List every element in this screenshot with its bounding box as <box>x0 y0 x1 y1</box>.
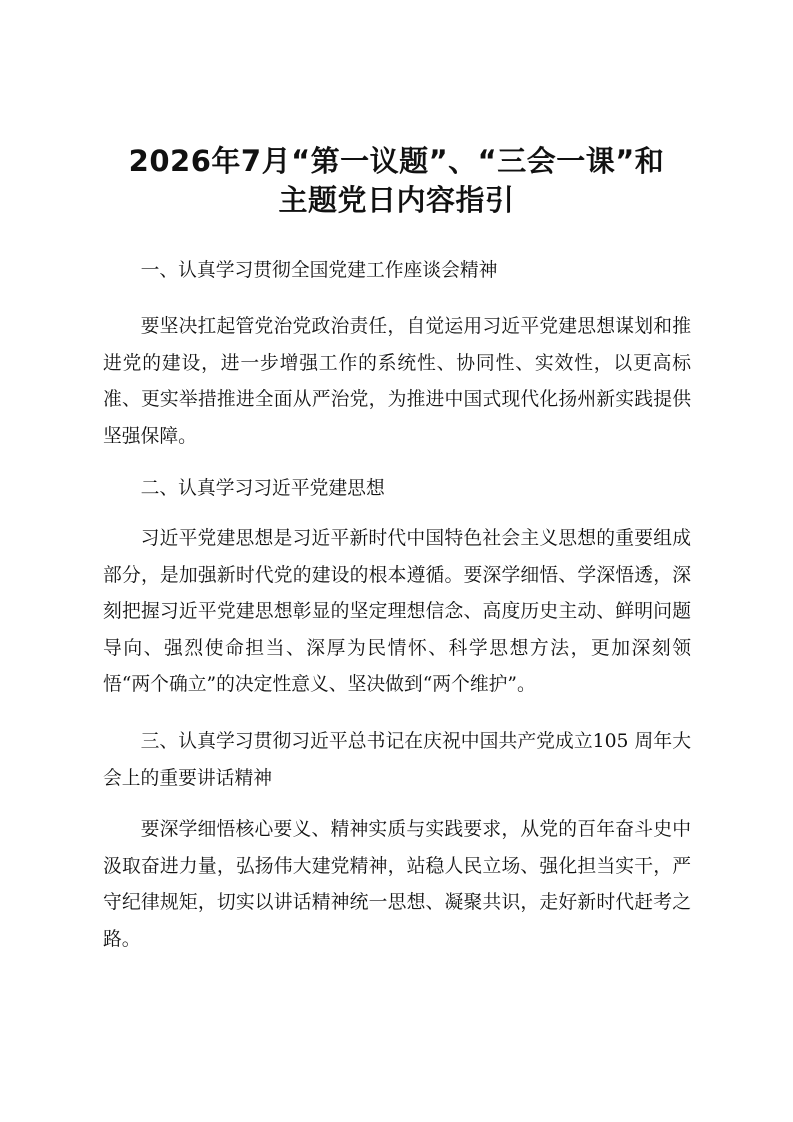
section-3-heading: 三、认真学习贯彻习近平总书记在庆祝中国共产党成立105 周年大会上的重要讲话精神 <box>103 731 691 789</box>
document-title-line-1: 2026年7月“第一议题”、“三会一课”和 <box>128 144 665 178</box>
section-2-body: 习近平党建思想是习近平新时代中国特色社会主义思想的重要组成部分，是加强新时代党的建设的根本遵循。要深学细悟、学深悟透，深刻把握习近平党建思想彰显的坚定理想信念、高度历史主动、鲜明问题导向、强烈使命担当、深厚为民情怀、科学思想方法，更加深刻领悟“两个确立”的决定性意义、坚决做到“两个维护”。 <box>103 528 691 695</box>
section-3-body: 要深学细悟核心要义、精神实质与实践要求，从党的百年奋斗史中汲取奋进力量，弘扬伟大建党精神，站稳人民立场、强化担当实干，严守纪律规矩，切实以讲话精神统一思想、凝聚共识，走好新时代赶考之路。 <box>103 819 691 950</box>
document-title-line-2: 主题党日内容指引 <box>278 183 515 217</box>
section-2-heading: 二、认真学习习近平党建思想 <box>140 478 385 499</box>
section-1-heading: 一、认真学习贯彻全国党建工作座谈会精神 <box>140 260 498 281</box>
section-1-body: 要坚决扛起管党治党政治责任，自觉运用习近平党建思想谋划和推进党的建设，进一步增强工作的系统性、协同性、实效性，以更高标准、更实举措推进全面从严治党，为推进中国式现代化扬州新实践提供坚强保障。 <box>103 316 691 447</box>
